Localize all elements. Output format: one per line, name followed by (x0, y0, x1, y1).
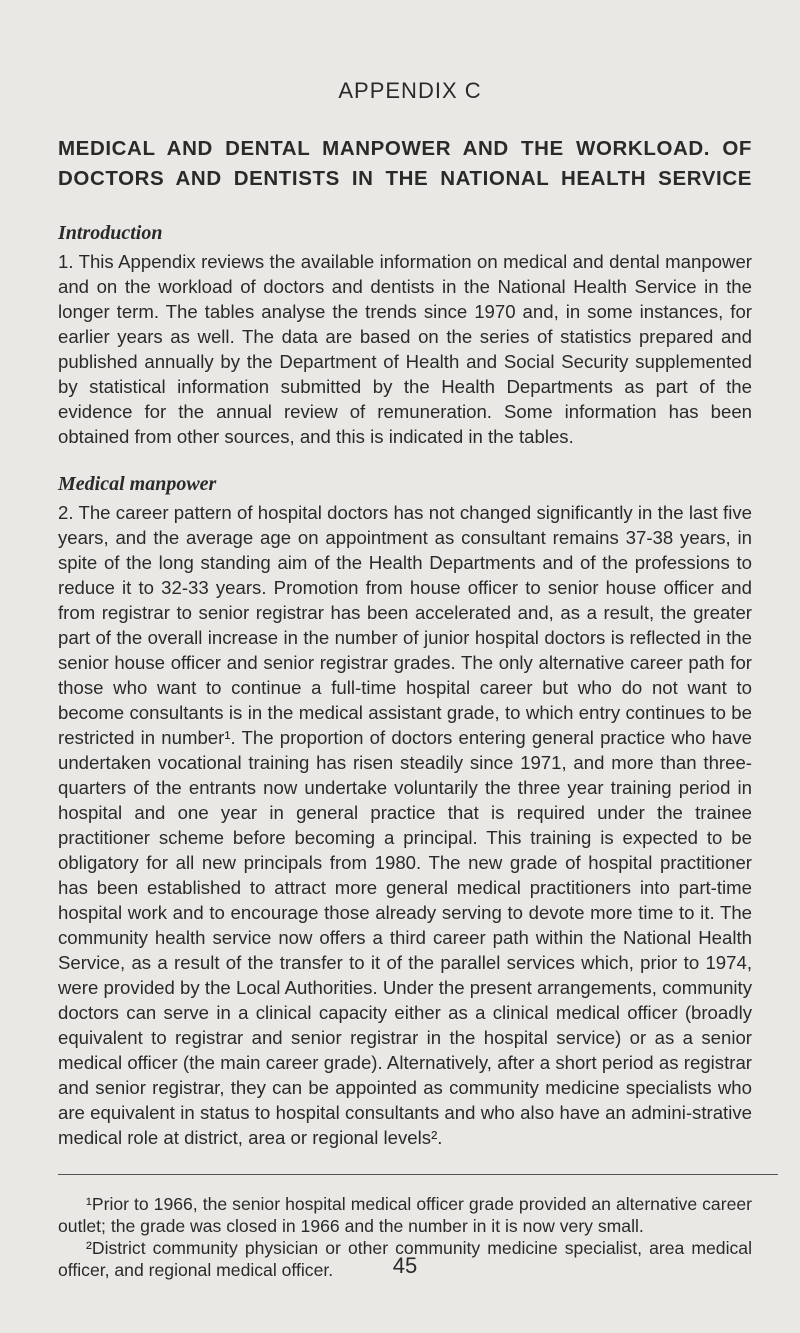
footnote-2: ²District community physician or other community medicine specialist, area medical officer, and regional medical officer. (58, 1238, 752, 1280)
section-heading-introduction: Introduction (58, 222, 163, 244)
section-medical-manpower (58, 473, 752, 1150)
footnote-divider (58, 1174, 778, 1175)
section-introduction (58, 222, 752, 449)
paragraph-2: 2. The career pattern of hospital doctors has not changed significantly in the last five years, and the average age on appointment as consultant remains 37-38 years, in spite of the long standing aim of the Health Departments and of the professions to reduce it to 32-33 years. Promotion from house officer to senior house officer and from registrar to senior registrar has been accelerated and, as a result, the greater part of the overall increase in the number of junior hospital doctors is reflected in the senior house officer and senior registrar grades. The only alternative career path for those who want to continue a full-time hospital career but who do not want to become consultants is in the medical assistant grade, to which entry continues to be restricted in number¹. The proportion of doctors entering general practice who have undertaken vocational training has risen steadily since 1971, and more than three-quarters of the entrants now undertake voluntarily the three year training period in hospital and one year in general practice that is required under the trainee practitioner scheme before becoming a principal. This training is expected to be obligatory for all new principals from 1980. The new grade of hospital practitioner has been established to attract more general medical practitioners into part-time hospital work and to encourage those already serving to devote more time to it. The community health service now offers a third career path within the National Health Service, as a result of the transfer to it of the parallel services which, prior to 1974, were provided by the Local Authorities. Under the present arrangements, community doctors can serve in a clinical capacity either as a clinical medical officer (broadly equivalent to registrar and senior registrar in the hospital service) or as a senior medical officer (the main career grade). Alternatively, after a short period as registrar and senior registrar, they can be appointed as community medicine specialists who are equivalent in status to hospital consultants and who also have an admini-strative medical role at district, area or regional levels². (58, 502, 752, 1148)
appendix-label: APPENDIX C (338, 78, 482, 103)
section-heading-medical-manpower: Medical manpower (58, 473, 217, 495)
document-title (58, 134, 752, 194)
paragraph-1: 1. This Appendix reviews the available information on medical and dental manpower and on the workload of doctors and dentists in the National Health Service in the longer term. The tables analyse the trends since 1970 and, in some instances, for earlier years as well. The data are based on the series of statistics prepared and published annually by the Department of Health and Social Security supplemented by statistical information submitted by the Health Departments as part of the evidence for the annual review of remuneration. Some information has been obtained from other sources, and this is indicated in the tables. (58, 251, 752, 447)
title-line-2: DOCTORS AND DENTISTS IN THE NATIONAL HEALTH SERVICE (58, 167, 752, 190)
footnote-1: ¹Prior to 1966, the senior hospital medical officer grade provided an alternative career outlet; the grade was closed in 1966 and the number in it is now very small. (58, 1194, 752, 1236)
page-number: 45 (392, 1253, 418, 1278)
title-line-1: MEDICAL AND DENTAL MANPOWER AND THE WORKLOAD. OF (58, 137, 752, 160)
